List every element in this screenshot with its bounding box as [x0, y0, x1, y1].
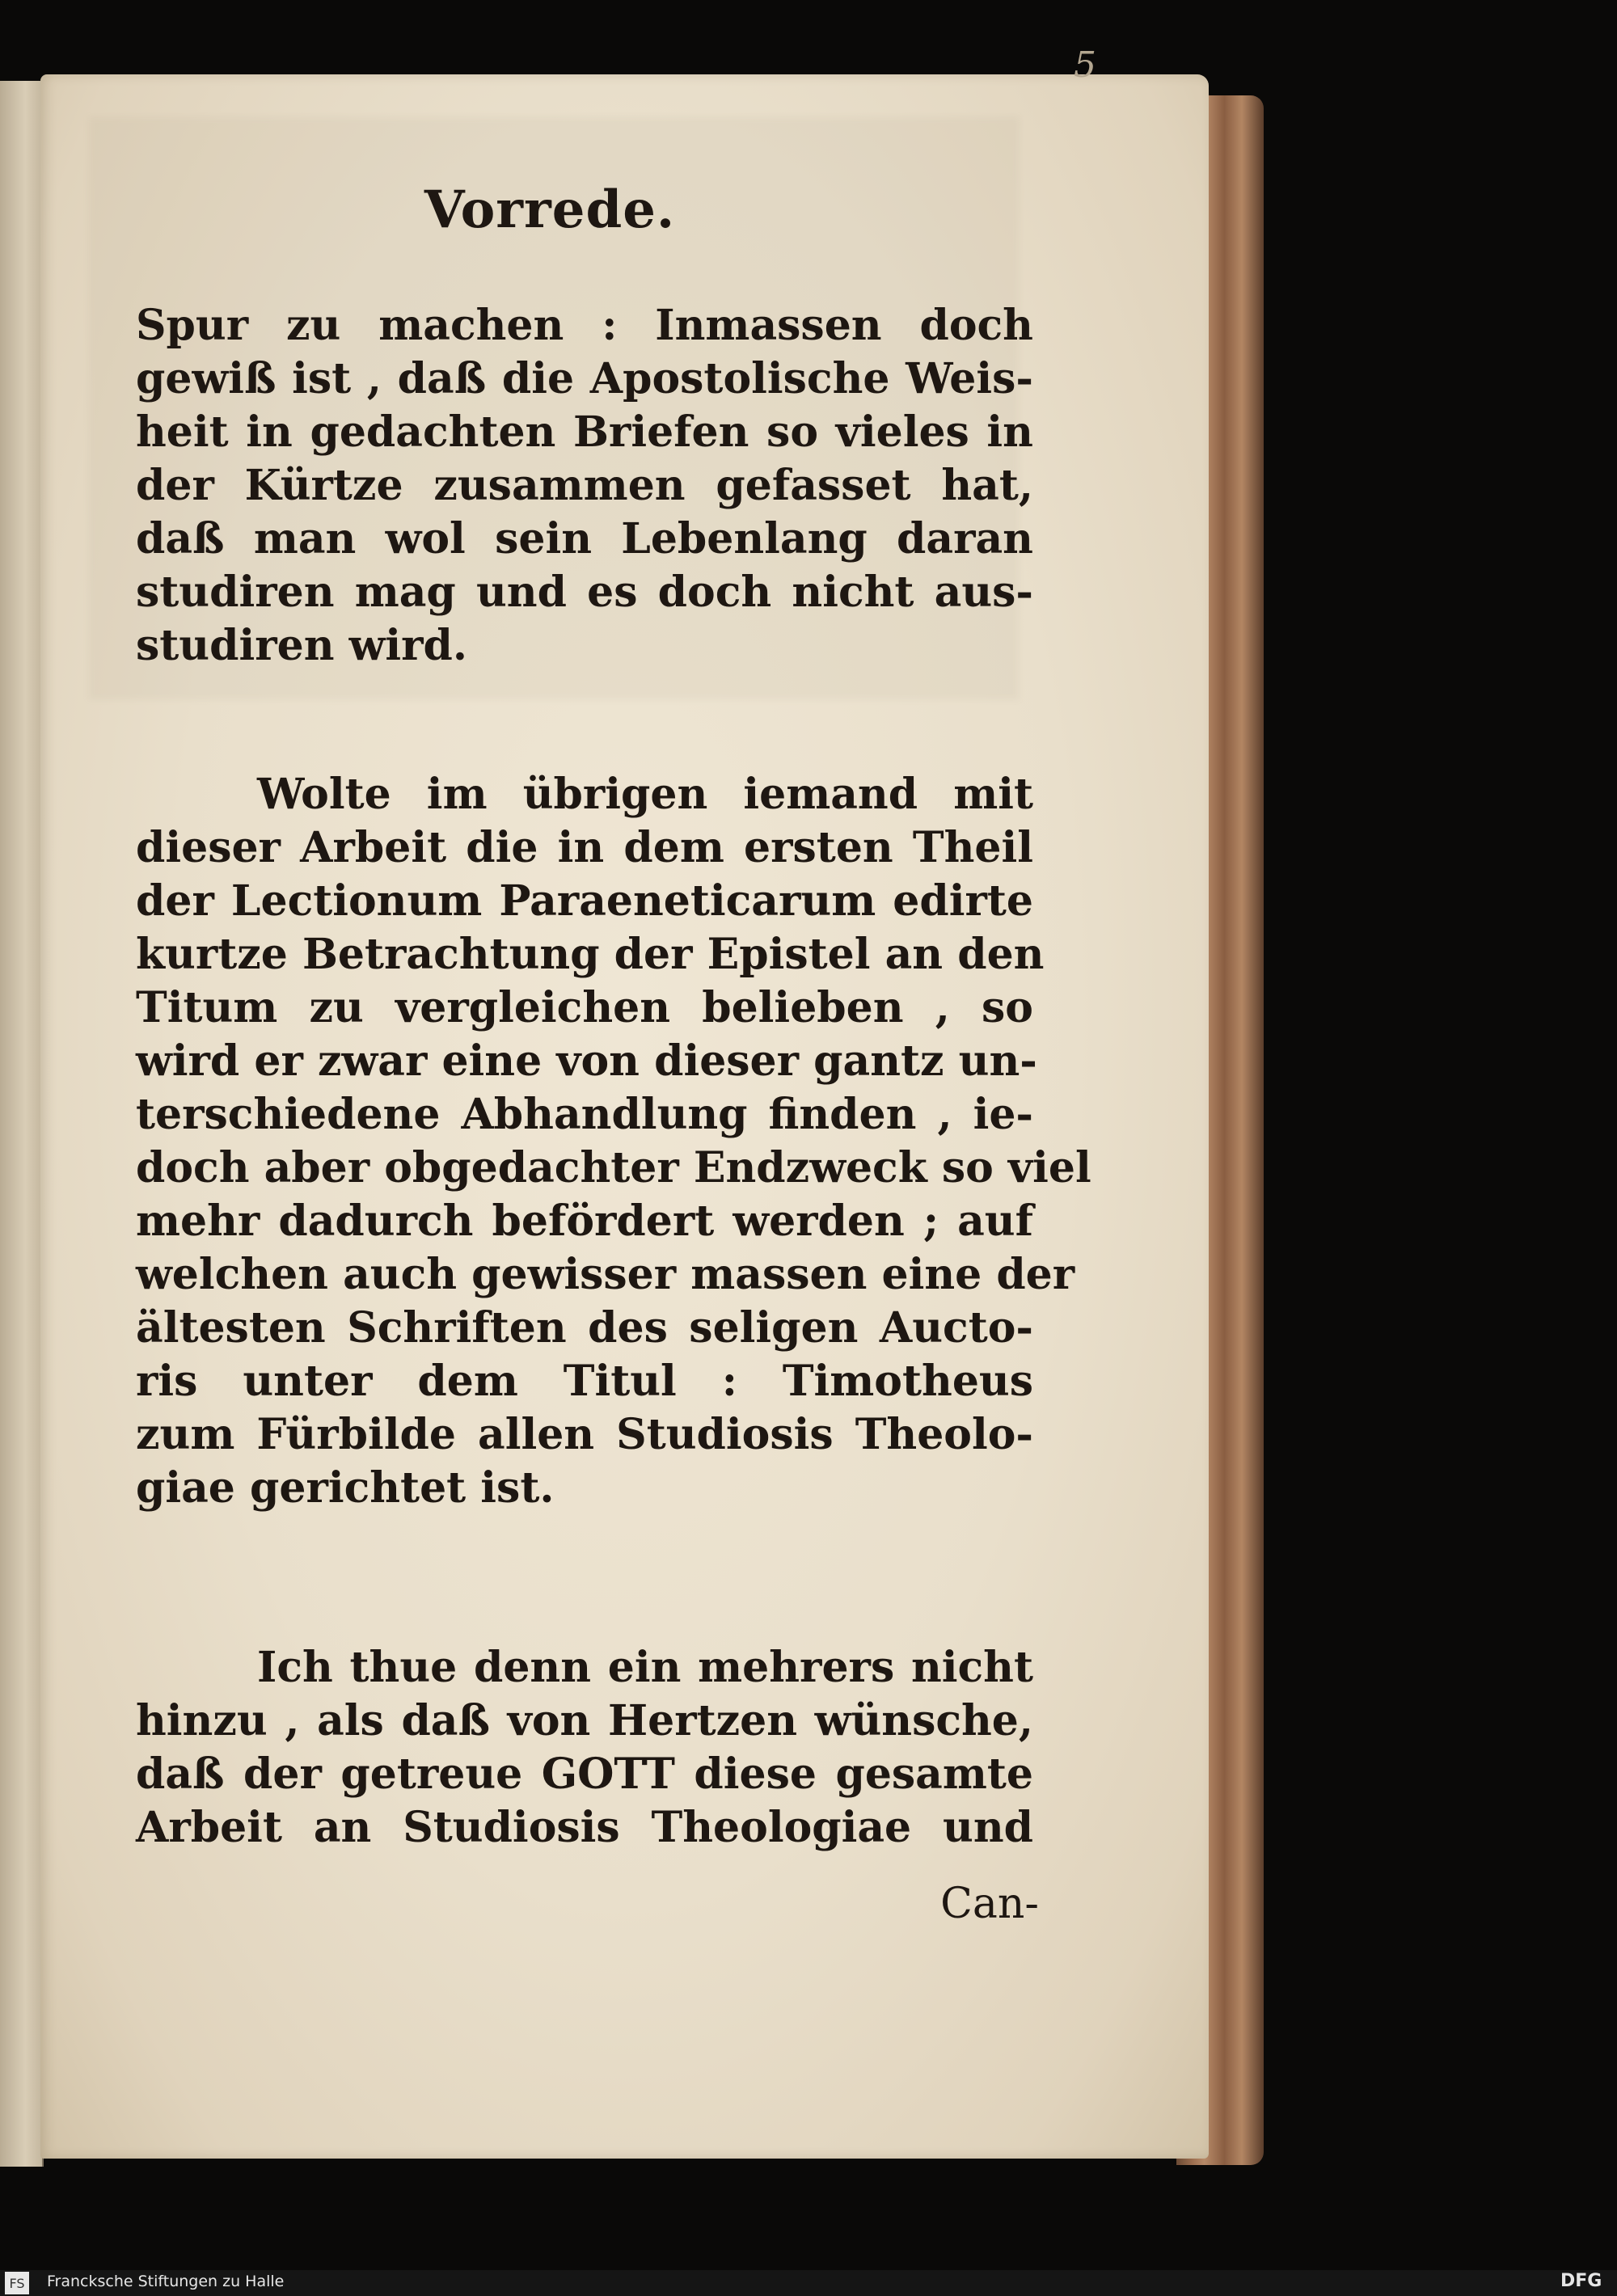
text-line: heit in gedachten Briefen so vieles in [136, 407, 1033, 457]
text-line: giae gerichtet ist. [136, 1463, 555, 1513]
text-line: ris unter dem Titul : Timotheus [136, 1357, 1033, 1406]
institution-logo-icon: FS [5, 2272, 29, 2294]
text-line: wird er zwar eine von dieser gantz un- [136, 1036, 1037, 1086]
institution-name: Francksche Stiftungen zu Halle [47, 2273, 285, 2290]
folio-number: 5 [1074, 44, 1096, 86]
text-line: mehr dadurch befördert werden ; auf [136, 1197, 1033, 1246]
text-line: kurtze Betrachtung der Epistel an den [136, 930, 1045, 979]
text-line: studiren mag und es doch nicht aus- [136, 568, 1033, 617]
text-line: daß man wol sein Lebenlang daran [136, 514, 1033, 563]
dfg-logo: DFG [1560, 2271, 1602, 2291]
text-line: welchen auch gewisser massen eine der [136, 1250, 1075, 1299]
text-line: Arbeit an Studiosis Theologiae und [136, 1803, 1033, 1852]
text-line: studiren wird. [136, 621, 467, 670]
page-header: Vorrede. [424, 179, 676, 240]
catchword: Can- [940, 1880, 1039, 1928]
text-line: Spur zu machen : Inmassen doch [136, 301, 1033, 350]
text-line: der Lectionum Paraeneticarum edirte [136, 876, 1033, 926]
text-line: der Kürtze zusammen gefasset hat, [136, 461, 1033, 510]
text-line: ältesten Schriften des seligen Aucto- [136, 1303, 1033, 1353]
text-line: gewiß ist , daß die Apostolische Weis- [136, 354, 1033, 403]
text-line: doch aber obgedachter Endzweck so viel [136, 1143, 1091, 1192]
text-line: Ich thue denn ein mehrers nicht [257, 1643, 1033, 1692]
text-line: Titum zu vergleichen belieben , so [136, 983, 1033, 1032]
text-line: Wolte im übrigen iemand mit [257, 770, 1033, 819]
left-page-edge [0, 81, 44, 2167]
text-line: zum Fürbilde allen Studiosis Theolo- [136, 1410, 1033, 1459]
text-line: hinzu , als daß von Hertzen wünsche, [136, 1696, 1033, 1745]
text-line: dieser Arbeit die in dem ersten Theil [136, 823, 1033, 872]
text-line: terschiedene Abhandlung finden , ie- [136, 1090, 1033, 1139]
text-line: daß der getreue GOTT diese gesamte [136, 1749, 1033, 1799]
